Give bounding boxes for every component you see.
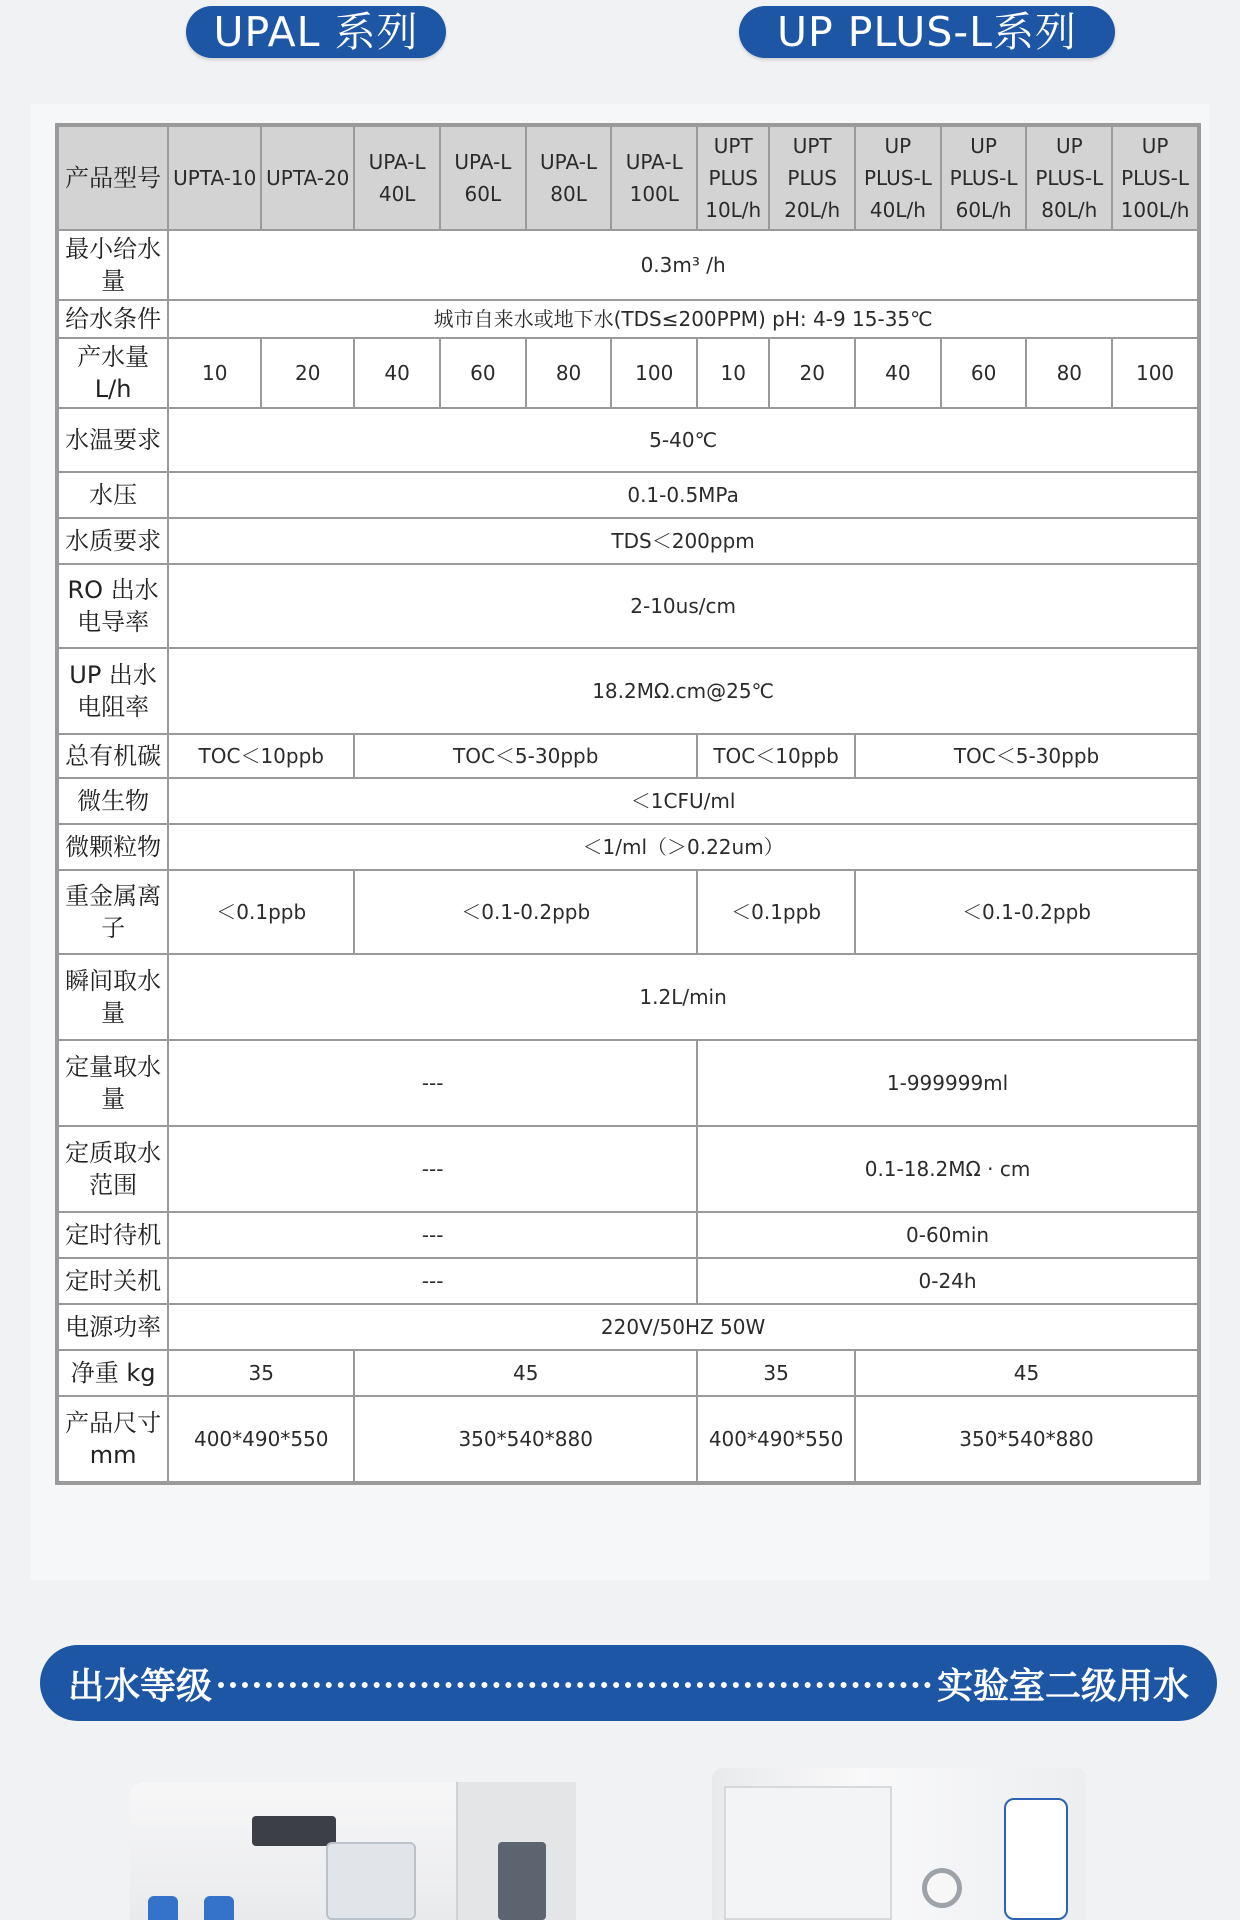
row-label: 最小给水量 — [58, 230, 168, 300]
water-grade-value: 实验室二级用水 — [936, 1665, 1189, 1707]
row-label: 给水条件 — [58, 300, 168, 338]
row-value: TDS＜200ppm — [168, 518, 1198, 564]
output-cell: 10 — [697, 338, 769, 408]
row-size — [58, 1396, 1198, 1482]
quality-range-cell: --- — [168, 1126, 697, 1212]
model-cell: UPA-L 80L — [526, 126, 612, 230]
water-grade-banner — [40, 1645, 1217, 1721]
toc-cell: TOC＜5-30ppb — [354, 734, 697, 778]
row-power — [58, 1304, 1198, 1350]
header-row — [58, 126, 1198, 230]
model-cell: UPA-L 100L — [611, 126, 697, 230]
standby-cell: 0-60min — [697, 1212, 1198, 1258]
tap-icon — [148, 1896, 178, 1920]
row-label: RO 出水电导率 — [58, 564, 168, 648]
model-cell: UPTA-20 — [261, 126, 354, 230]
metals-cell: ＜0.1-0.2ppb — [354, 870, 697, 954]
model-cell: UP PLUS-L 100L/h — [1112, 126, 1198, 230]
shutdown-cell: --- — [168, 1258, 697, 1304]
row-up-resistivity — [58, 648, 1198, 734]
water-grade-label: 出水等级 — [68, 1665, 213, 1707]
control-display — [252, 1816, 336, 1846]
row-label: 水质要求 — [58, 518, 168, 564]
control-panel — [326, 1842, 416, 1920]
brand-label-card — [1004, 1798, 1068, 1920]
row-label: 定时待机 — [58, 1212, 168, 1258]
size-cell: 400*490*550 — [697, 1396, 855, 1482]
output-cell: 60 — [440, 338, 526, 408]
output-cell: 100 — [611, 338, 697, 408]
spec-table — [57, 125, 1199, 1483]
metals-cell: ＜0.1ppb — [168, 870, 354, 954]
quality-range-cell: 0.1-18.2MΩ · cm — [697, 1126, 1198, 1212]
row-pressure — [58, 472, 1198, 518]
row-heavy-metals — [58, 870, 1198, 954]
row-label: 产水量 L/h — [58, 338, 168, 408]
row-label: UP 出水电阻率 — [58, 648, 168, 734]
model-cell: UPT PLUS 20L/h — [769, 126, 855, 230]
row-label: 总有机碳 — [58, 734, 168, 778]
toc-cell: TOC＜10ppb — [168, 734, 354, 778]
row-output — [58, 338, 1198, 408]
output-cell: 80 — [1026, 338, 1112, 408]
row-particles — [58, 824, 1198, 870]
output-cell: 40 — [354, 338, 440, 408]
header-label: 产品型号 — [58, 126, 168, 230]
row-ro-conductivity — [58, 564, 1198, 648]
row-label: 定质取水范围 — [58, 1126, 168, 1212]
size-cell: 350*540*880 — [855, 1396, 1198, 1482]
row-toc — [58, 734, 1198, 778]
weight-cell: 35 — [697, 1350, 855, 1396]
row-min-feed — [58, 230, 1198, 300]
metals-cell: ＜0.1ppb — [697, 870, 855, 954]
weight-cell: 45 — [354, 1350, 697, 1396]
row-value: 220V/50HZ 50W — [168, 1304, 1198, 1350]
model-cell: UPA-L 60L — [440, 126, 526, 230]
output-cell: 20 — [261, 338, 354, 408]
row-label: 定量取水量 — [58, 1040, 168, 1126]
row-label: 重金属离子 — [58, 870, 168, 954]
metals-cell: ＜0.1-0.2ppb — [855, 870, 1198, 954]
model-cell: UP PLUS-L 60L/h — [941, 126, 1027, 230]
model-cell: UP PLUS-L 40L/h — [855, 126, 941, 230]
row-microbe — [58, 778, 1198, 824]
dosing-cell: --- — [168, 1040, 697, 1126]
row-label: 水温要求 — [58, 408, 168, 472]
product-image-up-plus-l — [712, 1768, 1086, 1920]
unit-door — [724, 1786, 892, 1920]
row-value: ＜1/ml（＞0.22um） — [168, 824, 1198, 870]
shutdown-cell: 0-24h — [697, 1258, 1198, 1304]
row-label: 定时关机 — [58, 1258, 168, 1304]
row-flow — [58, 954, 1198, 1040]
size-cell: 400*490*550 — [168, 1396, 354, 1482]
series-title-up-plus-l: UP PLUS-L系列 — [739, 6, 1115, 58]
weight-cell: 45 — [855, 1350, 1198, 1396]
row-quality-range — [58, 1126, 1198, 1212]
toc-cell: TOC＜10ppb — [697, 734, 855, 778]
output-cell: 60 — [941, 338, 1027, 408]
standby-cell: --- — [168, 1212, 697, 1258]
row-value: 18.2MΩ.cm@25℃ — [168, 648, 1198, 734]
unit-slot — [498, 1842, 546, 1920]
row-label: 瞬间取水量 — [58, 954, 168, 1040]
dotted-leader — [218, 1682, 931, 1688]
output-cell: 100 — [1112, 338, 1198, 408]
row-quality — [58, 518, 1198, 564]
row-value: 0.1-0.5MPa — [168, 472, 1198, 518]
row-value: ＜1CFU/ml — [168, 778, 1198, 824]
row-label: 微颗粒物 — [58, 824, 168, 870]
output-cell: 40 — [855, 338, 941, 408]
row-water-temp — [58, 408, 1198, 472]
row-label: 净重 kg — [58, 1350, 168, 1396]
tap-icon — [204, 1896, 234, 1920]
model-cell: UP PLUS-L 80L/h — [1026, 126, 1112, 230]
output-cell: 80 — [526, 338, 612, 408]
output-cell: 10 — [168, 338, 261, 408]
dosing-cell: 1-999999ml — [697, 1040, 1198, 1126]
product-image-upal — [130, 1782, 576, 1920]
row-value: 5-40℃ — [168, 408, 1198, 472]
row-dosing — [58, 1040, 1198, 1126]
model-cell: UPT PLUS 10L/h — [697, 126, 769, 230]
weight-cell: 35 — [168, 1350, 354, 1396]
model-cell: UPA-L 40L — [354, 126, 440, 230]
series-title-upal: UPAL 系列 — [186, 6, 446, 58]
row-value: 2-10us/cm — [168, 564, 1198, 648]
toc-cell: TOC＜5-30ppb — [855, 734, 1198, 778]
row-value: 1.2L/min — [168, 954, 1198, 1040]
row-standby — [58, 1212, 1198, 1258]
row-label: 微生物 — [58, 778, 168, 824]
row-value: 0.3m³ /h — [168, 230, 1198, 300]
row-value: 城市自来水或地下水(TDS≤200PPM) pH: 4-9 15-35℃ — [168, 300, 1198, 338]
row-label: 产品尺寸 mm — [58, 1396, 168, 1482]
row-weight — [58, 1350, 1198, 1396]
row-label: 水压 — [58, 472, 168, 518]
model-cell: UPTA-10 — [168, 126, 261, 230]
size-cell: 350*540*880 — [354, 1396, 697, 1482]
row-feed-condition — [58, 300, 1198, 338]
row-label: 电源功率 — [58, 1304, 168, 1350]
pressure-gauge-icon — [922, 1868, 962, 1908]
output-cell: 20 — [769, 338, 855, 408]
row-shutdown — [58, 1258, 1198, 1304]
